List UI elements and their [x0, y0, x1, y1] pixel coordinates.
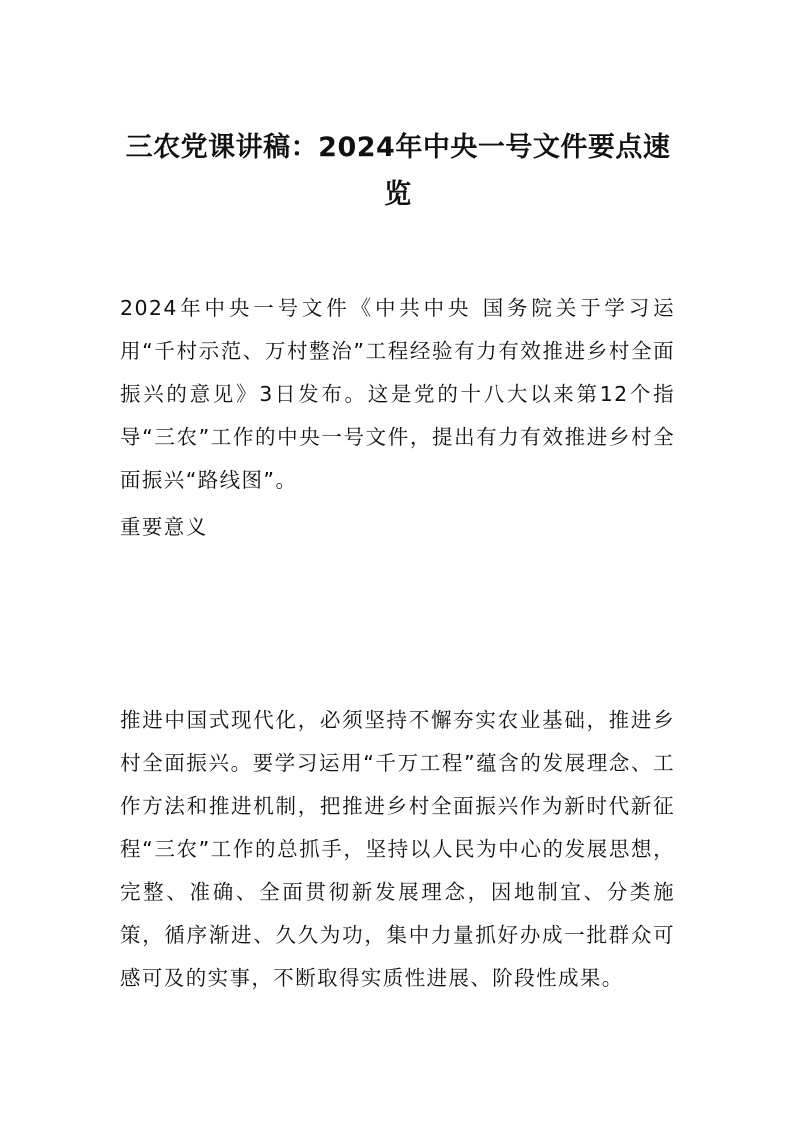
section-heading: 重要意义 — [120, 515, 208, 539]
intro-paragraph: 2024年中央一号文件《中共中央 国务院关于学习运用“千村示范、万村整治”工程经验有力有效推进乡村全面振兴的意见》3日发布。这是党的十八大以来第12个指导“三农”工作的中央一号文件，提出有力有效推进乡村全面振兴“路线图”。 — [120, 296, 675, 492]
significance-paragraph: 推进中国式现代化，必须坚持不懈夯实农业基础，推进乡村全面振兴。要学习运用“千万工程”蕴含的发展理念、工作方法和推进机制，把推进乡村全面振兴作为新时代新征程“三农”工作的总抓手，坚持以人民为中心的发展思想，完整、准确、全面贯彻新发展理念，因地制宜、分类施策，循序渐进、久久为功，集中力量抓好办成一批群众可感可及的实事，不断取得实质性进展、阶段性成果。 — [120, 708, 675, 990]
document-title: 三农党课讲稿：2024年中央一号文件要点速览 — [125, 132, 671, 210]
